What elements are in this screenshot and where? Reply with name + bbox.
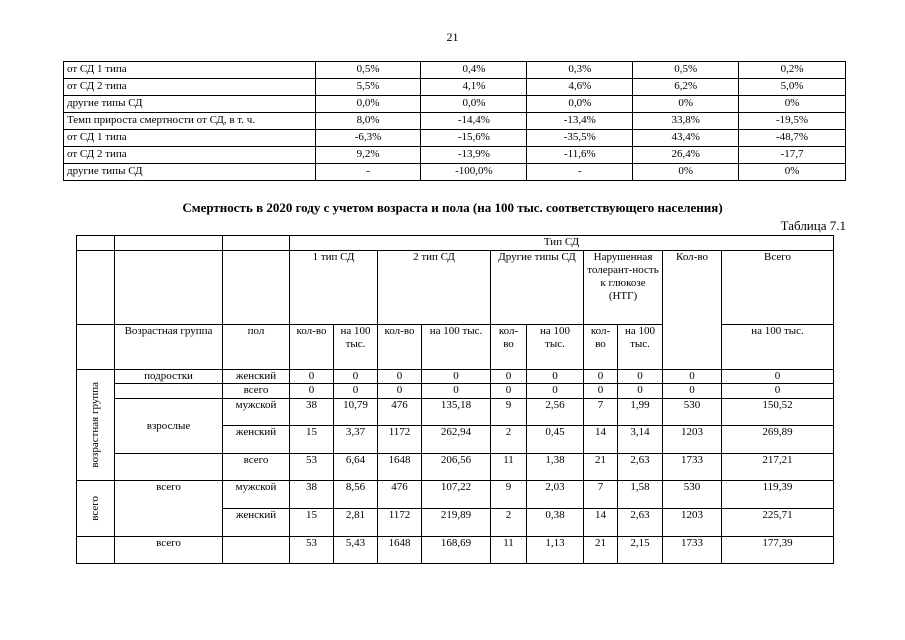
- value-cell: 1172: [378, 426, 422, 454]
- blank-cell: [77, 537, 115, 564]
- value-cell: 0: [422, 384, 491, 399]
- value-cell: 0: [378, 370, 422, 384]
- value-cell: 0: [618, 370, 663, 384]
- value-cell: 0: [378, 384, 422, 399]
- value-cell: 9,2%: [315, 147, 421, 164]
- per100-header: на 100 тыс.: [618, 325, 663, 370]
- group-header: 2 тип СД: [378, 251, 491, 325]
- value-cell: 26,4%: [633, 147, 739, 164]
- value-cell: 0: [584, 370, 618, 384]
- value-cell: 3,37: [334, 426, 378, 454]
- value-cell: 206,56: [422, 454, 491, 481]
- value-cell: 2,81: [334, 509, 378, 537]
- value-cell: 107,22: [422, 481, 491, 509]
- value-cell: 150,52: [722, 399, 834, 426]
- group-header: Нарушенная толерант-ность к глюкозе (НТГ): [584, 251, 663, 325]
- count-header: кол-во: [584, 325, 618, 370]
- value-cell: 0,4%: [421, 62, 527, 79]
- table-row: [77, 399, 834, 426]
- table-row: [77, 454, 834, 481]
- value-cell: 217,21: [722, 454, 834, 481]
- value-cell: -19,5%: [739, 113, 846, 130]
- value-cell: 10,79: [334, 399, 378, 426]
- value-cell: 476: [378, 481, 422, 509]
- blank-cell: [77, 325, 115, 370]
- value-cell: 0: [722, 384, 834, 399]
- page-number: 21: [446, 30, 459, 44]
- value-cell: 1,38: [527, 454, 584, 481]
- value-cell: 2,15: [618, 537, 663, 564]
- value-cell: 1203: [663, 426, 722, 454]
- value-cell: -6,3%: [315, 130, 421, 147]
- sex-header: пол: [223, 325, 290, 370]
- count-header: кол-во: [491, 325, 527, 370]
- group-cell: всего: [115, 481, 223, 537]
- row-label: другие типы СД: [64, 164, 316, 181]
- table-row: [64, 147, 846, 164]
- value-cell: 0: [290, 384, 334, 399]
- value-cell: 0%: [739, 96, 846, 113]
- value-cell: 0: [491, 370, 527, 384]
- vertical-age-label: [77, 370, 115, 481]
- group-header: 1 тип СД: [290, 251, 378, 325]
- value-cell: 0: [663, 370, 722, 384]
- value-cell: 15: [290, 509, 334, 537]
- value-cell: -13,9%: [421, 147, 527, 164]
- value-cell: 0,0%: [527, 96, 633, 113]
- value-cell: 0: [334, 370, 378, 384]
- value-cell: 0%: [633, 96, 739, 113]
- value-cell: 225,71: [722, 509, 834, 537]
- table-row: [77, 370, 834, 384]
- group-cell: [115, 454, 223, 481]
- value-cell: 0: [663, 384, 722, 399]
- value-cell: -35,5%: [527, 130, 633, 147]
- value-cell: 53: [290, 537, 334, 564]
- count-header: кол-во: [378, 325, 422, 370]
- value-cell: 0: [527, 384, 584, 399]
- value-cell: 0: [422, 370, 491, 384]
- value-cell: 219,89: [422, 509, 491, 537]
- value-cell: 0: [527, 370, 584, 384]
- row-label: другие типы СД: [64, 96, 316, 113]
- value-cell: -17,7: [739, 147, 846, 164]
- value-cell: 6,64: [334, 454, 378, 481]
- value-cell: 1172: [378, 509, 422, 537]
- table-row: [64, 130, 846, 147]
- age-group-header: Возрастная группа: [115, 325, 223, 370]
- value-cell: 5,5%: [315, 79, 421, 96]
- value-cell: 5,0%: [739, 79, 846, 96]
- blank-cell: [115, 236, 223, 251]
- blank-cell: [77, 251, 115, 325]
- vertical-text: всего: [89, 496, 101, 521]
- value-cell: 14: [584, 509, 618, 537]
- value-cell: 3,14: [618, 426, 663, 454]
- value-cell: 9: [491, 481, 527, 509]
- value-cell: 168,69: [422, 537, 491, 564]
- group-header: Всего: [722, 251, 834, 325]
- table-number: Таблица 7.1: [780, 218, 846, 233]
- sex-cell: всего: [223, 454, 290, 481]
- value-cell: 1733: [663, 537, 722, 564]
- value-cell: 5,43: [334, 537, 378, 564]
- value-cell: 2: [491, 509, 527, 537]
- value-cell: 4,1%: [421, 79, 527, 96]
- value-cell: 11: [491, 537, 527, 564]
- row-label: от СД 2 типа: [64, 79, 316, 96]
- table-row: [64, 62, 846, 79]
- value-cell: 8,0%: [315, 113, 421, 130]
- value-cell: 119,39: [722, 481, 834, 509]
- value-cell: 2,63: [618, 454, 663, 481]
- value-cell: 9: [491, 399, 527, 426]
- blank-cell: [77, 236, 115, 251]
- sex-cell: женский: [223, 370, 290, 384]
- table-row: [64, 96, 846, 113]
- value-cell: 1,99: [618, 399, 663, 426]
- blank-cell: [115, 251, 223, 325]
- header-type: Тип СД: [290, 236, 834, 251]
- value-cell: 33,8%: [633, 113, 739, 130]
- count-header: кол-во: [290, 325, 334, 370]
- value-cell: 530: [663, 481, 722, 509]
- value-cell: 21: [584, 454, 618, 481]
- value-cell: 6,2%: [633, 79, 739, 96]
- top-table: [63, 61, 846, 181]
- table-row: [64, 164, 846, 181]
- group-cell: подростки: [115, 370, 223, 384]
- value-cell: 0,3%: [527, 62, 633, 79]
- value-cell: 0,45: [527, 426, 584, 454]
- blank-cell: [223, 251, 290, 325]
- value-cell: 0,2%: [739, 62, 846, 79]
- value-cell: 530: [663, 399, 722, 426]
- per100-header: на 100 тыс.: [527, 325, 584, 370]
- value-cell: 0,0%: [315, 96, 421, 113]
- value-cell: 38: [290, 399, 334, 426]
- value-cell: 1,58: [618, 481, 663, 509]
- sex-cell: [223, 537, 290, 564]
- value-cell: 0,38: [527, 509, 584, 537]
- row-label: от СД 2 типа: [64, 147, 316, 164]
- table-row: [77, 481, 834, 509]
- mortality-table: [76, 235, 834, 564]
- value-cell: 0: [722, 370, 834, 384]
- value-cell: 0,5%: [315, 62, 421, 79]
- sex-cell: женский: [223, 426, 290, 454]
- table-row: [64, 79, 846, 96]
- value-cell: -15,6%: [421, 130, 527, 147]
- value-cell: 11: [491, 454, 527, 481]
- per100-header: на 100 тыс.: [422, 325, 491, 370]
- value-cell: 53: [290, 454, 334, 481]
- value-cell: 1648: [378, 537, 422, 564]
- vertical-total-label: [77, 481, 115, 537]
- value-cell: 0,5%: [633, 62, 739, 79]
- total-per100-header: на 100 тыс.: [722, 325, 834, 370]
- value-cell: 1733: [663, 454, 722, 481]
- value-cell: -: [527, 164, 633, 181]
- value-cell: -14,4%: [421, 113, 527, 130]
- sex-cell: всего: [223, 384, 290, 399]
- value-cell: 262,94: [422, 426, 491, 454]
- value-cell: -11,6%: [527, 147, 633, 164]
- value-cell: 269,89: [722, 426, 834, 454]
- sex-cell: мужской: [223, 481, 290, 509]
- value-cell: 0%: [739, 164, 846, 181]
- value-cell: 0: [584, 384, 618, 399]
- value-cell: -48,7%: [739, 130, 846, 147]
- value-cell: 0: [618, 384, 663, 399]
- value-cell: 2,56: [527, 399, 584, 426]
- blank-cell: [223, 236, 290, 251]
- vertical-text: возрастная группа: [89, 382, 101, 468]
- value-cell: 7: [584, 399, 618, 426]
- value-cell: 43,4%: [633, 130, 739, 147]
- value-cell: 21: [584, 537, 618, 564]
- value-cell: 0: [290, 370, 334, 384]
- row-label: от СД 1 типа: [64, 130, 316, 147]
- value-cell: 177,39: [722, 537, 834, 564]
- value-cell: 476: [378, 399, 422, 426]
- value-cell: 8,56: [334, 481, 378, 509]
- value-cell: 38: [290, 481, 334, 509]
- value-cell: 1,13: [527, 537, 584, 564]
- row-label: от СД 1 типа: [64, 62, 316, 79]
- value-cell: -: [315, 164, 421, 181]
- value-cell: 2: [491, 426, 527, 454]
- group-cell: взрослые: [115, 399, 223, 454]
- value-cell: 14: [584, 426, 618, 454]
- value-cell: 1203: [663, 509, 722, 537]
- table-row: [64, 113, 846, 130]
- value-cell: 135,18: [422, 399, 491, 426]
- value-cell: 1648: [378, 454, 422, 481]
- group-cell: [115, 384, 223, 399]
- per100-header: на 100 тыс.: [334, 325, 378, 370]
- section-title: Смертность в 2020 году с учетом возраста и пола (на 100 тыс. соответствующего населения): [182, 200, 723, 215]
- group-header: Другие типы СД: [491, 251, 584, 325]
- value-cell: 2,03: [527, 481, 584, 509]
- group-cell: всего: [115, 537, 223, 564]
- value-cell: 4,6%: [527, 79, 633, 96]
- value-cell: 0,0%: [421, 96, 527, 113]
- value-cell: 0: [491, 384, 527, 399]
- table-row: [77, 384, 834, 399]
- sex-cell: мужской: [223, 399, 290, 426]
- value-cell: -13,4%: [527, 113, 633, 130]
- value-cell: 7: [584, 481, 618, 509]
- row-label: Темп прироста смертности от СД, в т. ч.: [64, 113, 316, 130]
- table-row: [77, 537, 834, 564]
- value-cell: 0: [334, 384, 378, 399]
- value-cell: 2,63: [618, 509, 663, 537]
- value-cell: -100,0%: [421, 164, 527, 181]
- group-header: Кол-во: [663, 251, 722, 370]
- value-cell: 15: [290, 426, 334, 454]
- value-cell: 0%: [633, 164, 739, 181]
- sex-cell: женский: [223, 509, 290, 537]
